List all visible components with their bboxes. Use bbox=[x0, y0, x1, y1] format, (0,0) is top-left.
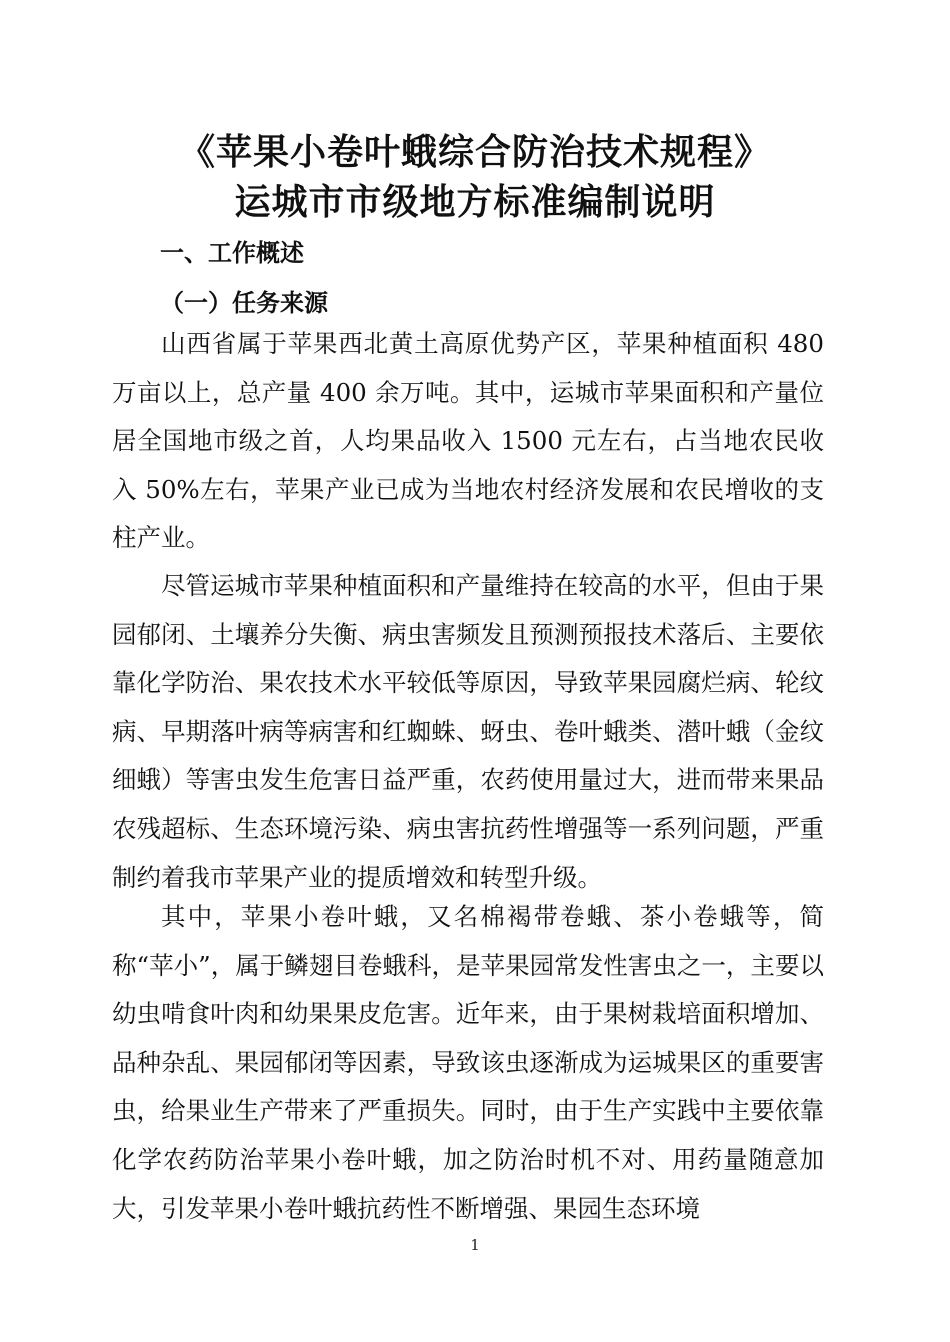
document-title-line-1: 《苹果小卷叶蛾综合防治技术规程》 bbox=[178, 132, 771, 173]
paragraph-3: 其中，苹果小卷叶蛾，又名棉褐带卷蛾、茶小卷蛾等，简称“苹小”，属于鳞翅目卷蛾科，是苹果园常发性害虫之一，主要以幼虫啃食叶肉和幼果果皮危害。近年来，由于果树栽培面积增加、品种杂乱、果园郁闭等因素，导致该虫逐渐成为运城果区的重要害虫，给果业生产带来了严重损失。同时，由于生产实践中主要依靠化学农药防治苹果小卷叶蛾，加之防治时机不对、用药量随意加大，引发苹果小卷叶蛾抗药性不断增强、果园生态环境 bbox=[112, 902, 824, 1223]
section-heading: 一、工作概述 bbox=[160, 239, 304, 267]
page-number: 1 bbox=[470, 1236, 480, 1254]
subsection-heading: （一）任务来源 bbox=[160, 289, 328, 317]
paragraph-1: 山西省属于苹果西北黄土高原优势产区，苹果种植面积 480 万亩以上，总产量 400 余万吨。其中，运城市苹果面积和产量位居全国地市级之首，人均果品收入 1500 元左右，占当地农民收入 50%左右，苹果产业已成为当地农村经济发展和农民增收的支柱产业。 bbox=[112, 329, 824, 553]
paragraph-2: 尽管运城市苹果种植面积和产量维持在较高的水平，但由于果园郁闭、土壤养分失衡、病虫害频发且预测预报技术落后、主要依靠化学防治、果农技术水平较低等原因，导致苹果园腐烂病、轮纹病、早期落叶病等病害和红蜘蛛、蚜虫、卷叶蛾类、潜叶蛾（金纹细蛾）等害虫发生危害日益严重，农药使用量过大，进而带来果品农残超标、生态环境污染、病虫害抗药性增强等一系列问题，严重制约着我市苹果产业的提质增效和转型升级。 bbox=[112, 571, 824, 892]
document-title-line-2: 运城市市级地方标准编制说明 bbox=[234, 182, 716, 223]
